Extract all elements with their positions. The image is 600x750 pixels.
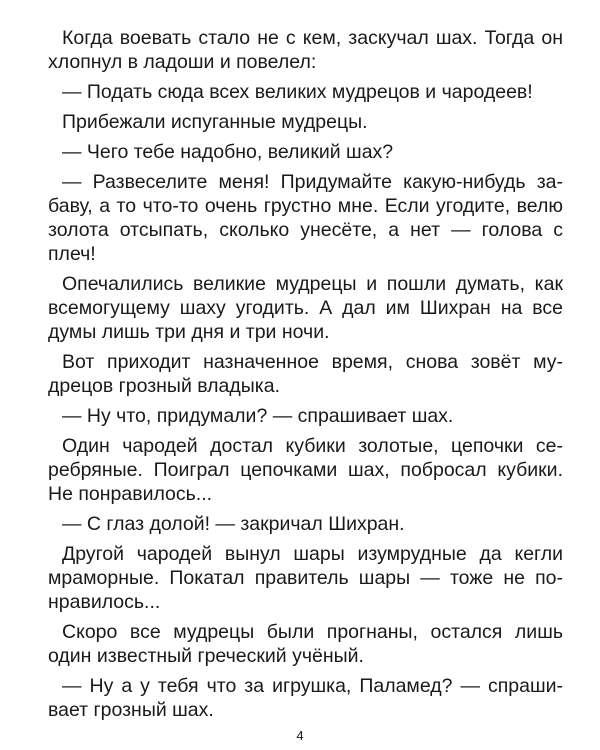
text-line: вает грозный шах.: [48, 699, 214, 721]
text-line: Опечалились великие мудрецы и пошли думать, как: [62, 273, 563, 295]
text-line: хлопнул в ладоши и повелел:: [48, 51, 317, 73]
text-line: Другой чародей вынул шары изумрудные да кегли: [62, 543, 563, 565]
text-line: нравилось...: [48, 591, 161, 613]
page-number: 4: [296, 728, 304, 743]
text-line: плеч!: [48, 243, 96, 265]
text-line: всемогущему шаху угодить. А дал им Шихран на все: [48, 297, 563, 319]
text-line: Скоро все мудрецы были прогнаны, остался лишь: [62, 621, 563, 643]
text-line: баву, а то что-то очень грустно мне. Если угодите, велю: [48, 195, 563, 217]
text-line: — Подать сюда всех великих мудрецов и чародеев!: [62, 81, 533, 103]
text-line: Вот приходит назначенное время, снова зовёт му-: [62, 351, 563, 373]
text-line: золота отсыпать, сколько унесёте, а нет — голова с: [48, 219, 563, 241]
text-line: думы лишь три дня и три ночи.: [48, 321, 330, 343]
text-line: один известный греческий учёный.: [48, 645, 364, 667]
text-line: — Развеселите меня! Придумайте какую-нибудь за-: [62, 171, 563, 193]
text-line: — С глаз долой! — закричал Шихран.: [62, 513, 405, 535]
text-line: дрецов грозный владыка.: [48, 375, 281, 397]
text-line: Один чародей достал кубики золотые, цепочки се-: [62, 435, 563, 457]
text-line: Не понравилось...: [48, 483, 213, 505]
text-line: — Чего тебе надобно, великий шах?: [62, 141, 394, 163]
text-line: — Ну а у тебя что за игрушка, Паламед? — спраши-: [62, 675, 563, 697]
text-line: ребряные. Поиграл цепочками шах, побросал кубики.: [48, 459, 563, 481]
text-line: Когда воевать стало не с кем, заскучал шах. Тогда он: [62, 27, 563, 49]
text-line: мраморные. Покатал правитель шары — тоже не по-: [48, 567, 563, 589]
text-line: — Ну что, придумали? — спрашивает шах.: [62, 405, 454, 427]
text-line: Прибежали испуганные мудрецы.: [62, 111, 368, 133]
